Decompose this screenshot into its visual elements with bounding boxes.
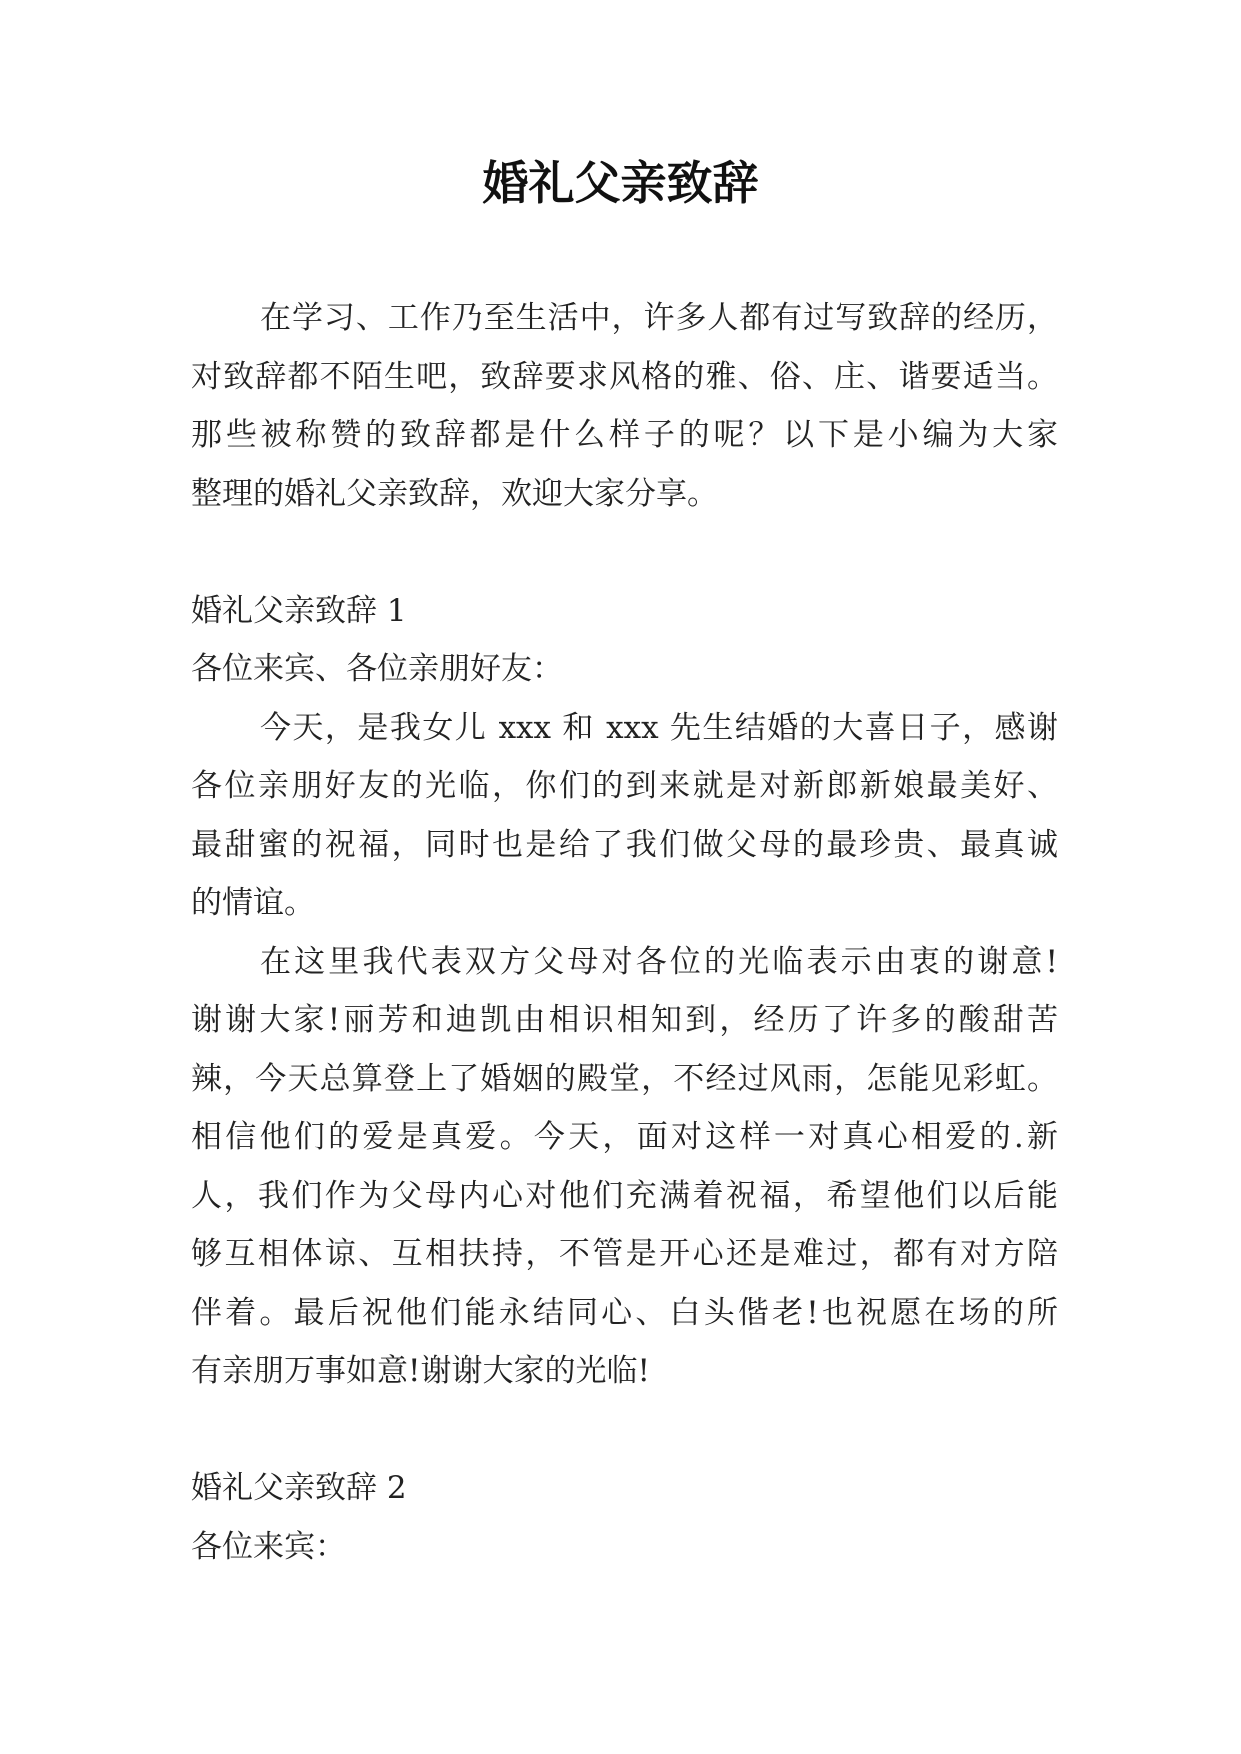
paragraph-line: 辣，今天总算登上了婚姻的殿堂，不经过风雨，怎能见彩虹。 <box>191 1060 1058 1097</box>
line-spacer <box>191 523 1058 582</box>
document-title: 婚礼父亲致辞 <box>482 156 759 210</box>
paragraph-line: 够互相体谅、互相扶持，不管是开心还是难过，都有对方陪 <box>191 1236 1058 1272</box>
paragraph-line: 那些被称赞的致辞都是什么样子的呢？以下是小编为大家 <box>191 417 1058 453</box>
section-heading: 婚礼父亲致辞 2 <box>191 1470 407 1506</box>
paragraph-line: 的情谊。 <box>191 885 315 921</box>
paragraph-line: 对致辞都不陌生吧，致辞要求风格的雅、俗、庄、谐要适当。 <box>191 358 1058 395</box>
paragraph-line: 最甜蜜的祝福，同时也是给了我们做父母的最珍贵、最真诚 <box>191 826 1058 863</box>
section-1 <box>191 582 1058 1401</box>
paragraph-line: 谢谢大家!丽芳和迪凯由相识相知到，经历了许多的酸甜苦 <box>191 1002 1058 1038</box>
paragraph-line: 有亲朋万事如意!谢谢大家的光临! <box>191 1353 650 1389</box>
paragraph-line: 各位亲朋好友的光临，你们的到来就是对新郎新娘最美好、 <box>191 768 1058 804</box>
document-body <box>191 289 1058 1576</box>
line-spacer <box>191 1401 1058 1460</box>
paragraph-line: 整理的婚礼父亲致辞，欢迎大家分享。 <box>191 475 718 512</box>
paragraph-line: 今天，是我女儿 xxx 和 xxx 先生结婚的大喜日子，感谢 <box>260 709 1058 746</box>
salutation: 各位来宾、各位亲朋好友： <box>191 651 563 687</box>
intro-paragraph <box>191 289 1058 523</box>
paragraph-line: 伴着。最后祝他们能永结同心、白头偕老!也祝愿在场的所 <box>191 1294 1058 1331</box>
paragraph-line: 在学习、工作乃至生活中，许多人都有过写致辞的经历， <box>260 300 1058 336</box>
paragraph-line: 相信他们的爱是真爱。今天，面对这样一对真心相爱的.新 <box>191 1119 1058 1155</box>
section-heading: 婚礼父亲致辞 1 <box>191 592 407 629</box>
salutation: 各位来宾： <box>191 1528 346 1565</box>
paragraph-line: 在这里我代表双方父母对各位的光临表示由衷的谢意! <box>260 943 1058 980</box>
paragraph-line: 人，我们作为父母内心对他们充满着祝福，希望他们以后能 <box>191 1177 1058 1214</box>
section-2 <box>191 1459 1058 1576</box>
paragraph <box>191 699 1058 933</box>
paragraph <box>191 933 1058 1401</box>
